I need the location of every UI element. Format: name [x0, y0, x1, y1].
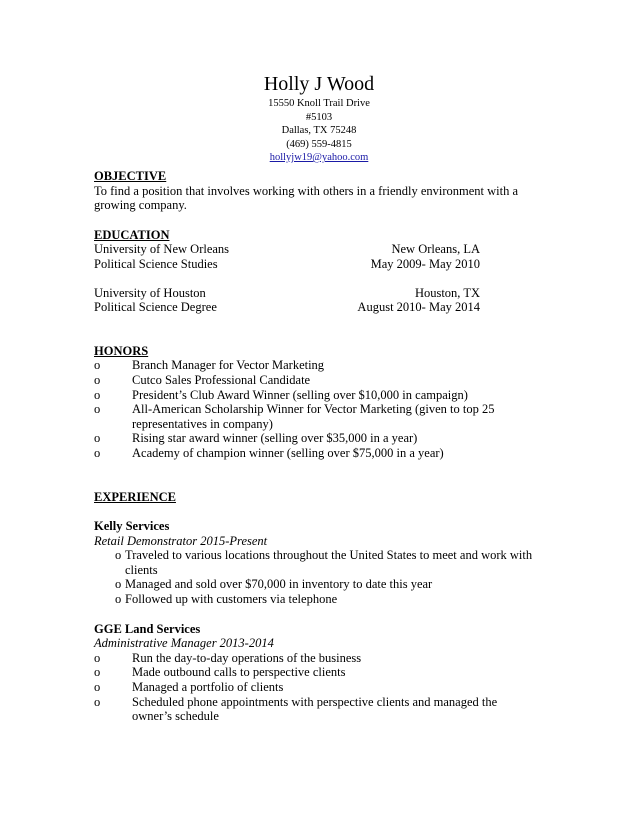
list-item — [94, 402, 534, 431]
school-program: Political Science Studies — [94, 256, 218, 271]
list-item — [94, 665, 534, 680]
honor-text: Branch Manager for Vector Marketing — [132, 358, 325, 373]
job-company: Kelly Services — [94, 519, 170, 534]
duty-text: Managed and sold over $70,000 in inventory to date this year — [125, 577, 433, 592]
education-entry — [94, 242, 534, 271]
bullet-marker: o — [94, 402, 101, 417]
list-item — [94, 680, 534, 695]
job-company: GGE Land Services — [94, 621, 201, 636]
list-item — [94, 373, 534, 388]
duty-text: Scheduled phone appointments with perspective clients and managed the owner’s schedule — [132, 694, 498, 724]
job-entry — [94, 622, 534, 724]
bullet-marker: o — [94, 650, 101, 665]
bullet-marker: o — [94, 445, 101, 460]
resume-header — [0, 72, 638, 165]
list-item — [94, 446, 534, 461]
duty-text: Followed up with customers via telephone — [125, 592, 338, 607]
education-heading: EDUCATION — [94, 227, 170, 242]
honor-text: All-American Scholarship Winner for Vector Marketing (given to top 25 representatives in company) — [132, 402, 495, 431]
bullet-marker: o — [94, 431, 101, 446]
objective-heading: OBJECTIVE — [94, 169, 167, 183]
honor-text: Academy of champion winner (selling over $75,000 in a year) — [132, 445, 444, 460]
honor-text: Rising star award winner (selling over $35,000 in a year) — [132, 431, 418, 446]
bullet-marker: o — [94, 358, 101, 373]
job-role: Administrative Manager 2013-2014 — [94, 636, 274, 651]
candidate-name: Holly J Wood — [263, 73, 375, 95]
list-item — [94, 388, 534, 403]
list-item — [94, 592, 534, 607]
school-name: University of Houston — [94, 285, 206, 300]
list-item — [94, 695, 534, 724]
bullet-marker: o — [94, 694, 101, 709]
unit-number: #5103 — [305, 111, 333, 123]
bullet-marker: o — [115, 548, 122, 563]
list-item — [94, 431, 534, 446]
job-entry — [94, 519, 534, 607]
school-location: Houston, TX — [414, 285, 480, 300]
school-name: University of New Orleans — [94, 242, 230, 257]
bullet-marker: o — [115, 592, 122, 607]
bullet-marker: o — [94, 680, 101, 695]
phone-number: (469) 559-4815 — [286, 138, 352, 150]
objective-text: To find a position that involves working with others in a friendly environment with a growing company. — [94, 183, 519, 213]
resume-body — [94, 169, 534, 724]
experience-heading: EXPERIENCE — [94, 489, 176, 504]
education-entry — [94, 286, 534, 315]
street-address: 15550 Knoll Trail Drive — [268, 98, 370, 109]
duty-text: Managed a portfolio of clients — [132, 680, 284, 695]
city-state-zip: Dallas, TX 75248 — [281, 125, 357, 136]
job-role: Retail Demonstrator 2015-Present — [94, 533, 268, 548]
honor-text: President’s Club Award Winner (selling over $10,000 in campaign) — [132, 387, 468, 402]
duty-text: Run the day-to-day operations of the business — [132, 650, 362, 665]
bullet-marker: o — [94, 387, 101, 402]
honors-list — [94, 358, 534, 460]
school-dates: May 2009- May 2010 — [370, 256, 480, 271]
honors-heading: HONORS — [94, 343, 149, 358]
school-program: Political Science Degree — [94, 300, 217, 315]
list-item — [94, 548, 534, 577]
bullet-marker: o — [94, 665, 101, 680]
honor-text: Cutco Sales Professional Candidate — [132, 372, 311, 387]
list-item — [94, 577, 534, 592]
list-item — [94, 358, 534, 373]
bullet-marker: o — [115, 577, 122, 592]
list-item — [94, 651, 534, 666]
email-link[interactable]: hollyjw19@yahoo.com — [269, 152, 369, 163]
duty-text: Made outbound calls to perspective clients — [132, 665, 346, 680]
school-dates: August 2010- May 2014 — [357, 300, 480, 315]
school-location: New Orleans, LA — [391, 242, 480, 257]
bullet-marker: o — [94, 372, 101, 387]
duty-text: Traveled to various locations throughout the United States to meet and work with clients — [125, 548, 533, 577]
